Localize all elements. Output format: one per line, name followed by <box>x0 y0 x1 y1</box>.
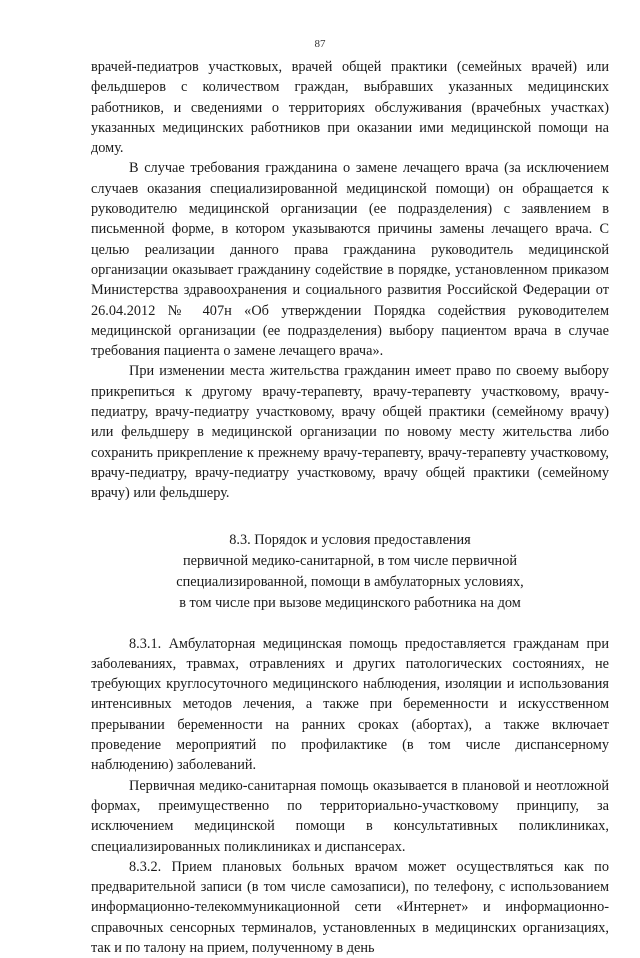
paragraph-doctor-replacement: В случае требования гражданина о замене лечащего врача (за исключением случаев оказания специализированной медицинской помощи) он обращается к руководителю медицинской организации (ее подразделения) с заявлением в письменной форме, в котором указываются причины замены лечащего врача. С целью реализации данного права гражданина руководитель медицинской организации оказывает гражданину содействие в порядке, установленном приказом Министерства здравоохранения и социального развития Российской Федерации от 26.04.2012 № 407н «Об утверждении Порядка содействия руководителем медицинской организации (ее подразделения) выбору пациентом врача в случае требования пациента о замене лечащего врача». <box>91 160 609 360</box>
paragraph-change-of-residence: При изменении места жительства гражданин имеет право по своему выбору прикрепиться к другому врачу-терапевту, врачу-терапевту участковому, врачу-педиатру, врачу-педиатру участковому, врачу общей практики (семейному врачу) или фельдшеру в медицинской организации по новому месту жительства либо сохранить прикрепление к прежнему врачу-терапевту, врачу-терапевту участковому, врачу-педиатру, врачу-педиатру участковому, врачу общей практики (семейному врачу) или фельдшеру. <box>91 363 609 502</box>
section-title-line: специализированной, помощи в амбулаторных условиях, <box>176 573 524 590</box>
paragraph-medical-workers-info: врачей-педиатров участковых, врачей общей практики (семейных врачей) или фельдшеров с количеством граждан, выбравших указанных медицинских работников, и сведениями о территориях обслуживания (врачебных участках) указанных медицинских работников при оказании ими медицинской помощи на дому. <box>91 59 609 157</box>
section-title-8-3 <box>91 530 609 614</box>
document-body <box>91 57 609 958</box>
section-title-line: первичной медико-санитарной, в том числе первичной <box>182 552 517 569</box>
paragraph-8-3-2: 8.3.2. Прием плановых больных врачом может осуществляться как по предварительной записи (в том числе самозаписи), по телефону, с использованием информационно-телекоммуникационной сети «Интернет» и информационно-справочных сенсорных терминалов, установленных в медицинских организациях, так и по талону на прием, полученному в день <box>91 858 609 956</box>
paragraph-primary-care: Первичная медико-санитарная помощь оказывается в плановой и неотложной формах, преимущественно по территориально-участковому принципу, за исключением медицинской помощи в консультативных поликлиниках, специализированных поликлиниках и диспансерах. <box>91 777 609 855</box>
paragraph-8-3-1: 8.3.1. Амбулаторная медицинская помощь предоставляется гражданам при заболеваниях, травмах, отравлениях и других патологических состояниях, не требующих круглосуточного медицинского наблюдения, изоляции и использования интенсивных методов лечения, а также при беременности и искусственном прерывании беременности на ранних сроках (абортах), а также включает проведение мероприятий по профилактике (в том числе диспансерному наблюдению) заболеваний. <box>91 635 609 774</box>
section-title-line: 8.3. Порядок и условия предоставления <box>229 531 471 548</box>
section-title-line: в том числе при вызове медицинского работника на дом <box>179 594 521 611</box>
page-number: 87 <box>314 38 326 50</box>
